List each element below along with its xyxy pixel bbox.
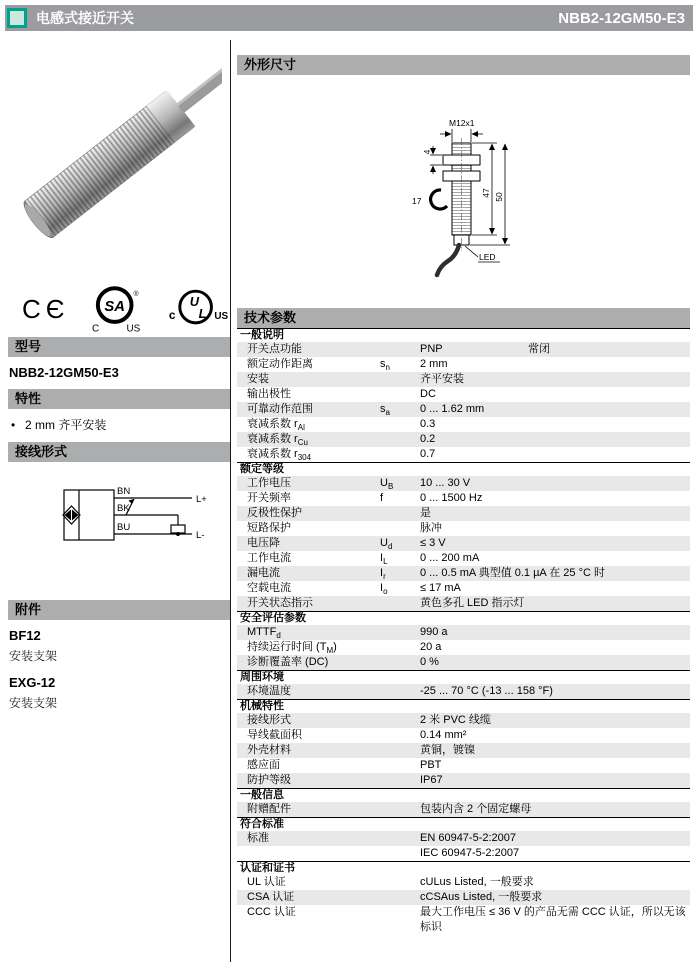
row-label: 短路保护	[247, 522, 291, 534]
table-row	[237, 491, 690, 506]
row-value: 齐平安装	[420, 373, 464, 385]
row-value: 0 ... 200 mA	[420, 552, 480, 564]
row-label: 外壳材料	[247, 744, 291, 756]
svg-text:®: ®	[133, 291, 140, 299]
table-row	[237, 728, 690, 743]
row-value: 脉冲	[420, 522, 442, 534]
row-label: 衰减系数 $r_{Al}$	[247, 418, 305, 433]
accessories-section-header: 附件	[8, 600, 230, 620]
table-row	[237, 417, 690, 432]
table-row	[237, 743, 690, 758]
row-symbol: $I_r$	[380, 567, 386, 582]
row-value: 包装内含 2 个固定螺母	[420, 803, 532, 815]
row-symbol: $U_B$	[380, 477, 394, 492]
row-label: 环境温度	[247, 685, 291, 697]
svg-text:US: US	[214, 310, 228, 322]
row-value: ≤ 17 mA	[420, 582, 461, 594]
accessory-desc: 安装支架	[9, 649, 58, 663]
row-value	[420, 342, 690, 357]
table-row	[237, 713, 690, 728]
row-label: CCC 认证	[247, 906, 296, 918]
accessory-name: EXG-12	[9, 675, 56, 690]
row-value: 0.3	[420, 418, 436, 430]
tech-table	[237, 328, 690, 935]
row-symbol: $I_o$	[380, 582, 388, 597]
table-row	[237, 387, 690, 402]
row-value: 黄铜，镀镍	[420, 744, 475, 756]
row-value: -25 ... 70 °C (-13 ... 158 °F)	[420, 685, 553, 697]
row-value: 0.7	[420, 448, 436, 460]
row-label: 电压降	[247, 537, 280, 549]
svg-text:L: L	[198, 305, 207, 321]
row-symbol	[380, 372, 420, 387]
row-symbol	[380, 831, 420, 846]
row-label: 衰减系数 $r_{Cu}$	[247, 433, 308, 448]
table-row	[237, 655, 690, 670]
row-symbol	[380, 846, 420, 861]
row-value: IP67	[420, 774, 443, 786]
row-value: 990 a	[420, 626, 448, 638]
feature-item: • 2 mm 齐平安装	[11, 418, 107, 432]
row-value: IEC 60947-5-2:2007	[420, 847, 520, 859]
row-label: 反极性保护	[247, 507, 302, 519]
row-label: CSA 认证	[247, 891, 295, 903]
table-subsection-header: 一般说明	[237, 328, 690, 342]
svg-text:C: C	[92, 323, 100, 335]
row-symbol	[380, 640, 420, 655]
row-label: 防护等级	[247, 774, 291, 786]
terminal-label-lminus: L-	[196, 530, 205, 541]
table-row	[237, 875, 690, 890]
wiring-diagram-wrap	[8, 462, 230, 600]
accessory-name: BF12	[9, 628, 41, 643]
table-row	[237, 551, 690, 566]
row-symbol	[380, 773, 420, 788]
table-subsection-header: 安全评估参数	[237, 611, 690, 625]
header-bar	[5, 5, 693, 31]
table-row	[237, 536, 690, 551]
row-symbol	[380, 521, 420, 536]
table-row	[237, 372, 690, 387]
row-value: 0 ... 0.5 mA 典型值 0.1 µA 在 25 °C 时	[420, 567, 605, 579]
row-value: ≤ 3 V	[420, 537, 446, 549]
table-row	[237, 773, 690, 788]
row-label: 开关频率	[247, 492, 291, 504]
row-label: 可靠动作范围	[247, 403, 313, 415]
row-label: UL 认证	[247, 876, 286, 888]
dimensions-section-header: 外形尺寸	[237, 55, 690, 75]
row-symbol	[380, 905, 420, 935]
table-row	[237, 476, 690, 491]
table-row	[237, 521, 690, 536]
row-symbol	[380, 713, 420, 728]
row-value: 黄色多孔 LED 指示灯	[420, 597, 525, 609]
row-value-primary: PNP	[420, 343, 443, 355]
row-label: 导线截面积	[247, 729, 302, 741]
row-label: 漏电流	[247, 567, 280, 579]
svg-text:US: US	[127, 323, 141, 335]
row-value: cULus Listed, 一般要求	[420, 876, 534, 888]
wire-label-bu: BU	[117, 522, 131, 533]
row-symbol	[380, 758, 420, 773]
accessories-list	[8, 620, 230, 714]
connection-section-header: 接线形式	[8, 442, 230, 462]
table-row	[237, 596, 690, 611]
row-value: 最大工作电压 ≤ 36 V 的产品无需 CCC 认证，所以无该标识	[420, 906, 686, 933]
row-symbol: $s_n$	[380, 358, 390, 373]
table-row	[237, 846, 690, 861]
table-subsection-header: 机械特性	[237, 699, 690, 713]
row-symbol: $U_d$	[380, 537, 393, 552]
row-value: DC	[420, 388, 436, 400]
row-value: 0 ... 1500 Hz	[420, 492, 483, 504]
row-label: 工作电流	[247, 552, 291, 564]
row-label: 诊断覆盖率 (DC)	[247, 656, 329, 668]
table-row	[237, 447, 690, 462]
row-value: 10 ... 30 V	[420, 477, 471, 489]
product-photo	[8, 46, 222, 280]
table-row	[237, 640, 690, 655]
row-symbol: f	[380, 492, 384, 504]
row-value: 20 a	[420, 641, 442, 653]
model-section-header: 型号	[8, 337, 230, 357]
dim-50-label: 50	[494, 192, 504, 202]
row-label: 额定动作距离	[247, 358, 313, 370]
row-label: 开关点功能	[247, 343, 302, 355]
header-model-number: NBB2-12GM50-E3	[558, 9, 685, 27]
row-value: 0.2	[420, 433, 436, 445]
row-symbol	[380, 447, 420, 462]
row-symbol	[380, 728, 420, 743]
row-value: cCSAus Listed, 一般要求	[420, 891, 543, 903]
row-symbol	[380, 417, 420, 432]
brand-square-icon	[7, 8, 27, 28]
row-symbol	[380, 342, 420, 357]
table-row	[237, 432, 690, 447]
table-subsection-header: 认证和证书	[237, 861, 690, 875]
row-label: 工作电压	[247, 477, 291, 489]
dim-47-label: 47	[481, 188, 491, 198]
row-value: 0 ... 1.62 mm	[420, 403, 485, 415]
row-value: 2 mm	[420, 358, 448, 370]
table-subsection-header: 周围环境	[237, 670, 690, 684]
tech-section-header: 技术参数	[237, 308, 690, 328]
row-label: 空载电流	[247, 582, 291, 594]
row-value: 是	[420, 507, 431, 519]
row-value: 2 米 PVC 线缆	[420, 714, 491, 726]
row-label: 接线形式	[247, 714, 291, 726]
row-symbol	[380, 743, 420, 758]
row-symbol	[380, 684, 420, 699]
table-row	[237, 506, 690, 521]
row-label: $MTTF_d$	[247, 626, 281, 641]
table-row	[237, 802, 690, 817]
row-label: 附赠配件	[247, 803, 291, 815]
dim-wrench-label: 17	[412, 196, 422, 206]
ul-mark-icon	[163, 286, 230, 332]
svg-text:c: c	[168, 307, 176, 322]
left-column	[8, 40, 230, 714]
sensor-cylinder	[20, 46, 222, 241]
table-subsection-header: 额定等级	[237, 462, 690, 476]
row-value: EN 60947-5-2:2007	[420, 832, 517, 844]
ce-mark-icon: CЄ	[22, 293, 70, 324]
row-symbol: $s_a$	[380, 403, 390, 418]
bullet-icon: •	[11, 418, 16, 432]
row-label: 持续运行时间 $(T_M)$	[247, 641, 337, 656]
accessory-desc: 安装支架	[9, 696, 58, 710]
row-label: 开关状态指示	[247, 597, 313, 609]
features-section-header: 特性	[8, 389, 230, 409]
table-row	[237, 342, 690, 357]
table-row	[237, 831, 690, 846]
table-row	[237, 402, 690, 417]
certification-logos	[22, 285, 230, 333]
row-label: 感应面	[247, 759, 280, 771]
svg-text:U: U	[189, 294, 199, 310]
wrench-icon	[431, 190, 447, 209]
dim-nut-height-label: 4	[422, 149, 432, 155]
table-row	[237, 890, 690, 905]
row-value: PBT	[420, 759, 442, 771]
wire-label-bk: BK	[117, 503, 130, 514]
row-label: 输出极性	[247, 388, 291, 400]
row-symbol	[380, 387, 420, 402]
dimension-drawing	[407, 105, 617, 290]
csa-mark-icon	[87, 283, 148, 335]
table-row	[237, 581, 690, 596]
row-value-secondary: 常闭	[528, 343, 550, 355]
table-row	[237, 905, 690, 935]
table-row	[237, 625, 690, 640]
table-row	[237, 684, 690, 699]
row-symbol	[380, 625, 420, 640]
table-row	[237, 758, 690, 773]
row-symbol	[380, 875, 420, 890]
row-value: 0.14 mm²	[420, 729, 467, 741]
terminal-label-lplus: L+	[196, 494, 207, 505]
table-row	[237, 566, 690, 581]
right-column	[237, 55, 690, 935]
dim-thread-label: M12x1	[449, 118, 475, 128]
svg-text:SA: SA	[104, 298, 126, 315]
features-list	[8, 409, 230, 442]
row-symbol	[380, 802, 420, 817]
document-title: 电感式接近开关	[36, 10, 134, 26]
table-row	[237, 357, 690, 372]
row-value: 0 %	[420, 656, 439, 668]
dimension-drawing-wrap	[237, 75, 690, 308]
table-subsection-header: 一般信息	[237, 788, 690, 802]
row-symbol	[380, 890, 420, 905]
wire-label-bn: BN	[117, 486, 131, 497]
row-symbol: $I_L$	[380, 552, 388, 567]
row-symbol	[380, 506, 420, 521]
row-label	[237, 846, 380, 861]
column-divider	[230, 40, 231, 962]
row-symbol	[380, 655, 420, 670]
row-symbol	[380, 432, 420, 447]
wiring-diagram	[56, 478, 216, 558]
row-symbol	[380, 596, 420, 611]
row-label: 安装	[247, 373, 269, 385]
dim-led-label: LED	[479, 252, 496, 262]
table-subsection-header: 符合标准	[237, 817, 690, 831]
row-label: 标准	[247, 832, 269, 844]
model-number: NBB2-12GM50-E3	[9, 365, 119, 380]
row-label: 衰减系数 $r_{304}$	[247, 448, 312, 463]
